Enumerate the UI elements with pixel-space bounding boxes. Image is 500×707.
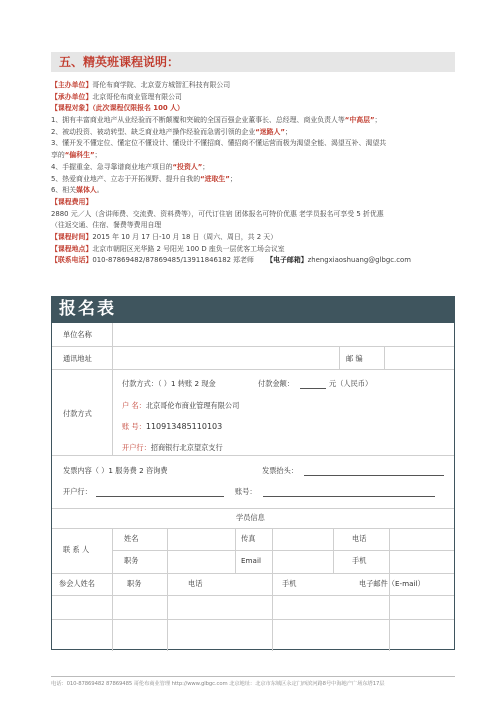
phone-value: 010-87869482/87869485/13911846182 郑老师 xyxy=(92,256,254,265)
target-item-1-text: 1、拥有丰富商业地产从业经验而不断颠覆和突破的全国百强企业董事长、总经理、商业负责人等 xyxy=(51,116,345,125)
col-tel: 电话 xyxy=(188,579,203,588)
section-title: 五、精英班课程说明： xyxy=(51,52,455,72)
host-value: 哥伦布商学院、北京壹方城智汇科技有限公司 xyxy=(92,81,231,89)
fee-detail-2 xyxy=(51,220,461,232)
invoice-title-input[interactable] xyxy=(304,475,444,476)
place-label: 【课程地点】 xyxy=(51,244,93,253)
fee-line xyxy=(51,197,461,209)
fax-label: 传真 xyxy=(241,534,256,543)
pay-unit: 元（人民币） xyxy=(329,379,373,388)
bank-label: 开户行： xyxy=(122,443,151,452)
col-attendee-name: 参会人姓名 xyxy=(59,579,95,588)
registration-form xyxy=(51,322,455,650)
place-line xyxy=(51,244,461,256)
fee-label: 【课程费用】 xyxy=(51,197,93,206)
target-item-6 xyxy=(51,185,461,197)
col-position: 职务 xyxy=(127,579,142,588)
email-label: 【电子邮箱】 xyxy=(266,256,308,265)
pay-amount-input[interactable] xyxy=(300,388,326,389)
course-info xyxy=(51,80,461,267)
account-name-value: 北京哥伦布商业管理有限公司 xyxy=(145,401,240,410)
col-mobile: 手机 xyxy=(282,579,297,588)
footer: 电话：010-87869482 87869485 哥伦布商业管理 http://www.glbgc.com 北京地址：北京市东城区永定门西滨河路8号中海地产广场东塔17层 xyxy=(51,681,385,687)
name-label: 姓名 xyxy=(124,534,139,543)
target-item-4-highlight: “投资人” xyxy=(172,162,203,171)
tel-label: 电话 xyxy=(352,534,367,543)
pay-amount-label: 付款金额： xyxy=(258,379,294,388)
organizer-line xyxy=(51,92,461,104)
fee-detail-2-text: （往返交通、住宿、餐费等费用自理 xyxy=(51,221,162,230)
contact-label: 联 系 人 xyxy=(63,545,90,554)
time-value: 2015 年 10 月 17 日-10 月 18 日（周六、周日，共 2 天） xyxy=(92,232,278,241)
account-name-row xyxy=(122,401,239,411)
target-item-5-highlight: “进取生” xyxy=(200,174,230,183)
pay-method: 付款方式：（ ）1 转账 2 现金 xyxy=(122,379,216,388)
target-item-1-highlight: “中高层” xyxy=(344,116,375,125)
target-item-1-end: ； xyxy=(374,116,382,125)
form-title: 报名表 xyxy=(59,299,116,319)
organizer-value: 北京哥伦布商业管理有限公司 xyxy=(92,92,182,101)
contact-line xyxy=(51,255,461,267)
invoice-account-input[interactable] xyxy=(263,496,435,497)
time-label: 【课程时间】 xyxy=(51,232,93,241)
time-line xyxy=(51,232,461,244)
target-item-3-highlight: “偏科生” xyxy=(64,151,95,160)
target-item-5-text: 5、热爱商业地产、立志于开拓视野、提升自我的 xyxy=(51,174,201,183)
form-header xyxy=(51,296,455,322)
target-item-2-text: 2、被动投资、被动转型、缺乏商业地产操作经验而急需引领的企业 xyxy=(51,127,256,136)
invoice-account-label: 账号： xyxy=(235,487,257,496)
position-label: 职务 xyxy=(124,556,139,565)
target-item-2 xyxy=(51,127,461,139)
target-item-3-cont xyxy=(51,150,461,162)
col-email: 电子邮件（E-mail） xyxy=(359,579,425,588)
email-field-label: Email xyxy=(241,556,261,565)
bank-row xyxy=(122,443,223,453)
account-no-row xyxy=(122,422,222,432)
target-item-2-highlight: “迷路人” xyxy=(255,127,285,136)
target-item-6-highlight: 媒体人 xyxy=(76,186,97,195)
invoice-bank-label: 开户行： xyxy=(63,487,92,496)
postcode-label: 邮 编 xyxy=(346,354,363,363)
target-item-3-text: 3、懂开发不懂定位、懂定位不懂设计、懂设计不懂招商、懂招商不懂运营而极为渴望全能、渴望互补、渴望共 xyxy=(51,139,387,148)
target-item-4-text: 4、手握重金、急寻靠谱商业地产项目的 xyxy=(51,162,173,171)
target-item-5-end: ； xyxy=(229,174,237,183)
footer-rule xyxy=(51,676,455,677)
organizer-label: 【承办单位】 xyxy=(51,92,93,101)
target-item-3-text-cont: 享的 xyxy=(51,151,65,160)
invoice-bank-input[interactable] xyxy=(96,496,224,497)
fee-detail-1 xyxy=(51,209,461,221)
target-item-3-end: ； xyxy=(94,151,102,160)
host-line xyxy=(51,80,461,92)
target-item-3 xyxy=(51,138,461,150)
target-item-6-text: 6、相关 xyxy=(51,186,77,195)
account-no-label: 账 号： xyxy=(122,422,146,431)
target-item-1 xyxy=(51,115,461,127)
invoice-content: 发票内容（ ）1 服务费 2 咨询费 xyxy=(63,466,168,475)
account-no-value: 110913485110103 xyxy=(145,422,223,431)
email-value[interactable]: zhengxiaoshuang@glbgc.com xyxy=(307,256,411,265)
target-item-5 xyxy=(51,174,461,186)
mobile-label: 手机 xyxy=(352,556,367,565)
place-value: 北京市朝阳区光华路 2 号阳光 100 D 座负一层优客工场会议室 xyxy=(92,244,285,253)
invoice-title-label: 发票抬头： xyxy=(262,466,298,475)
target-label: 【课程对象】 xyxy=(51,104,93,113)
student-info-heading: 学员信息 xyxy=(236,513,265,522)
target-line xyxy=(51,103,461,115)
address-label: 通讯地址 xyxy=(63,354,92,363)
phone-label: 【联系电话】 xyxy=(51,256,93,265)
account-name-label: 户 名： xyxy=(122,401,146,410)
unit-name-label: 单位名称 xyxy=(63,330,92,339)
payment-label: 付款方式 xyxy=(63,409,92,418)
bank-value: 招商银行北京望京支行 xyxy=(150,443,223,452)
host-label: 【主办单位】 xyxy=(51,81,93,89)
target-item-4 xyxy=(51,162,461,174)
target-item-6-end: 。 xyxy=(96,186,104,195)
target-item-2-end: ； xyxy=(284,127,292,136)
fee-detail-1-text: 2880 元／人（含讲师费、交流费、资料费等），可代订住宿 团体报名可特价优惠 老学员报名可享受 5 折优惠 xyxy=(51,209,384,218)
target-item-4-end: ； xyxy=(202,162,210,171)
target-note: （此次课程仅限报名 100 人） xyxy=(92,104,184,113)
